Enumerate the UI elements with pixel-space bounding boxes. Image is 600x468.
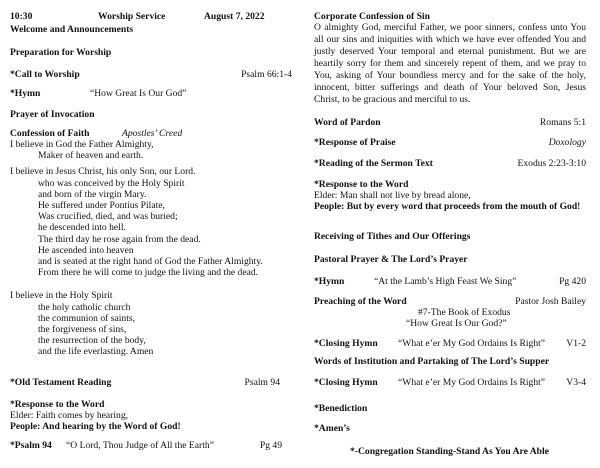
creed-line: From there he will come to judge the living and the dead. (38, 267, 259, 278)
preaching-label: Preaching of the Word (314, 296, 407, 307)
sermon-text-row (314, 158, 586, 169)
creed-line: I believe in the Holy Spirit (10, 290, 113, 301)
sermon-title: “How Great Is Our God?” (406, 318, 507, 329)
confession-of-faith-row (10, 128, 183, 139)
hymn1-title: “How Great Is Our God” (90, 88, 187, 99)
hymn1-label: *Hymn (10, 88, 41, 99)
closing-hymn2-verses: V3-4 (566, 377, 586, 388)
congregation-footnote: *-Congregation Standing-Stand As You Are Able (350, 446, 549, 457)
psalm94-page: Pg 49 (259, 440, 282, 451)
closing-hymn1-row (314, 338, 586, 349)
creed-line: I believe in Jesus Christ, his only Son, our Lord. (10, 166, 196, 177)
header-service: Worship Service (98, 11, 166, 22)
creed-line: Was crucified, died, and was buried; (38, 211, 178, 222)
hymn2-page: Pg 420 (559, 276, 586, 287)
response-people-line-right: People: But by every word that proceeds from the mouth of God! (314, 201, 581, 212)
invocation-heading: Prayer of Invocation (10, 109, 95, 120)
hymn2-label: *Hymn (314, 276, 345, 287)
hymn1-row (10, 88, 187, 99)
preaching-row (314, 296, 586, 307)
creed-line: and born of the virgin Mary. (38, 189, 147, 200)
creed-line: the forgiveness of sins, (38, 324, 127, 335)
sermon-text-label: *Reading of the Sermon Text (314, 158, 433, 169)
header-time: 10:30 (10, 11, 33, 22)
call-to-worship-label: *Call to Worship (10, 69, 80, 80)
creed-line: the resurrection of the body, (38, 335, 146, 346)
corporate-confession-heading: Corporate Confession of Sin (314, 11, 430, 22)
creed-line: and the life everlasting. Amen (38, 346, 154, 357)
word-of-pardon-row (314, 117, 586, 128)
response-elder-line-right: Elder: Man shall not live by bread alone, (314, 190, 471, 201)
creed-line: who was conceived by the Holy Spirit (38, 178, 185, 189)
psalm94-row (10, 440, 282, 451)
creed-line: Maker of heaven and earth. (38, 150, 144, 161)
hymn2-row (314, 276, 586, 287)
word-of-pardon-label: Word of Pardon (314, 117, 381, 128)
psalm94-title: “O Lord, Thou Judge of All the Earth” (66, 440, 214, 451)
closing-hymn1-title: “What e’er My God Ordains Is Right” (398, 338, 546, 349)
amens-heading: *Amen’s (314, 423, 350, 434)
response-word-heading-right: *Response to the Word (314, 179, 409, 190)
closing-hymn1-label: *Closing Hymn (314, 338, 378, 349)
call-to-worship-row (10, 69, 292, 80)
tithes-heading: Receiving of Tithes and Our Offerings (314, 231, 471, 242)
preparation-heading: Preparation for Worship (10, 47, 112, 58)
creed-line: He suffered under Pontius Pilate, (38, 200, 165, 211)
sermon-text-ref: Exodus 2:23-3:10 (517, 158, 586, 169)
ot-reading-ref: Psalm 94 (244, 377, 280, 388)
ot-reading-label: *Old Testament Reading (10, 377, 112, 388)
response-elder-line: Elder: Faith comes by hearing, (10, 410, 129, 421)
creed-line: he descended into hell. (38, 222, 126, 233)
creed-line: the holy catholic church (38, 302, 131, 313)
welcome-heading: Welcome and Announcements (10, 24, 134, 35)
hymn2-title: “At the Lamb’s High Feast We Sing” (374, 276, 517, 287)
response-word-heading: *Response to the Word (10, 399, 105, 410)
ot-reading-row (10, 377, 280, 388)
header-date: August 7, 2022 (204, 11, 265, 22)
closing-hymn1-verses: V1-2 (566, 338, 586, 349)
response-praise-label: *Response of Praise (314, 137, 396, 148)
header-line (10, 11, 265, 22)
preacher-name: Pastor Josh Bailey (515, 296, 586, 307)
response-praise-value: Doxology (548, 137, 586, 148)
words-institution-heading: Words of Institution and Partaking of The Lord’s Supper (314, 356, 550, 367)
closing-hymn2-title: “What e’er My God Ordains Is Right” (398, 377, 546, 388)
sermon-series: #7-The Book of Exodus (418, 307, 511, 318)
creed-line: He ascended into heaven (38, 245, 134, 256)
creed-line: I believe in God the Father Almighty, (10, 139, 154, 150)
psalm94-label: *Psalm 94 (10, 440, 52, 451)
response-praise-row (314, 137, 586, 148)
response-people-line: People: And hearing by the Word of God! (10, 421, 181, 432)
call-to-worship-ref: Psalm 66:1-4 (241, 69, 292, 80)
creed-line: The third day he rose again from the dead. (38, 234, 201, 245)
closing-hymn2-row (314, 377, 586, 388)
pastoral-prayer-heading: Pastoral Prayer & The Lord’s Prayer (314, 254, 468, 265)
confession-of-faith-label: Confession of Faith (10, 128, 90, 139)
word-of-pardon-ref: Romans 5:1 (539, 117, 586, 128)
corporate-confession-text: O almighty God, merciful Father, we poor sinners, confess unto You all our sins and iniquities with which we have ever offended You and justly deserved Your temporal and eternal punishment. But we are heartily sorry for them and sincerely repent of them, and we pray to You, asking of Your boundless mercy and for the sake of the holy, innocent, bitter sufferings and death of Your beloved Son, Jesus Christ, to be gracious and merciful to us. (314, 22, 586, 105)
closing-hymn2-label: *Closing Hymn (314, 377, 378, 388)
creed-line: the communion of saints, (38, 313, 135, 324)
creed-line: and is seated at the right hand of God the Father Almighty. (38, 256, 263, 267)
creed-name: Apostles’ Creed (122, 128, 183, 139)
benediction-heading: *Benediction (314, 403, 368, 414)
